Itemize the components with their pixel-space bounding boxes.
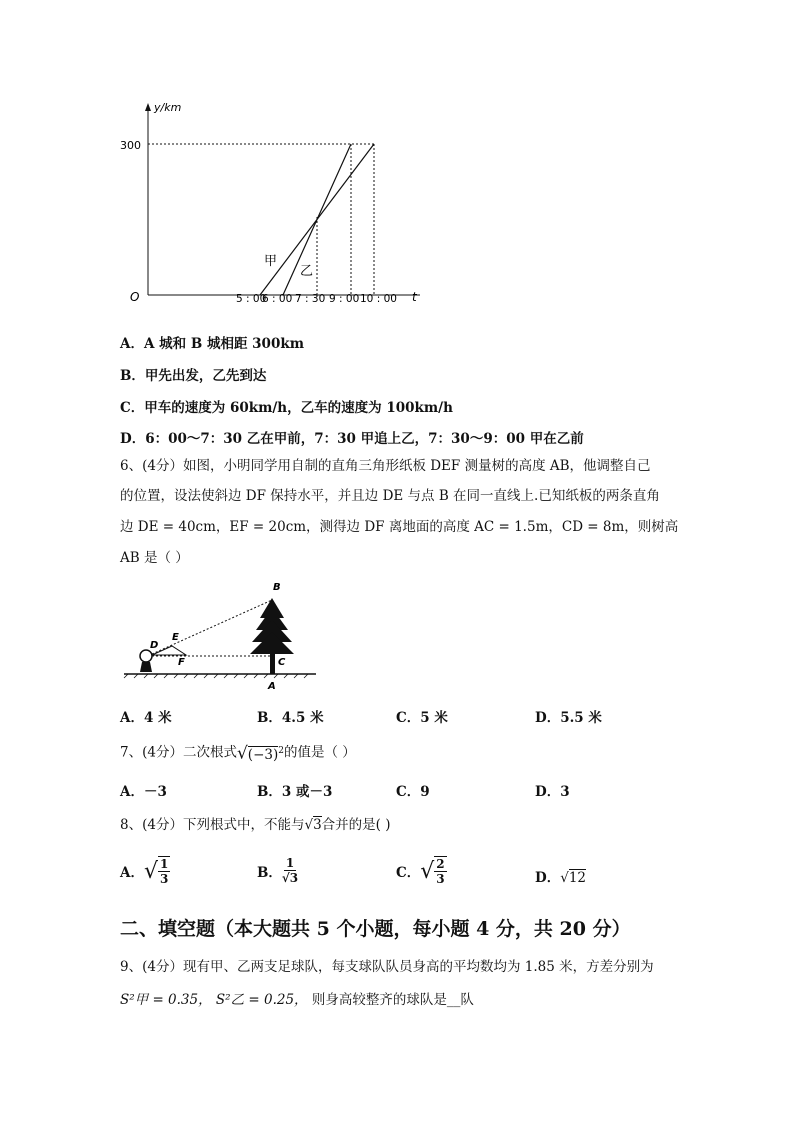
q8-option-d <box>535 866 586 886</box>
q6-option-a: A．4 米 <box>120 710 172 726</box>
label-f: F <box>178 657 185 668</box>
q7-radical: $√(-3)^2$ <box>236 743 284 764</box>
sight-line <box>152 600 272 654</box>
t-axis-label: t <box>412 290 417 304</box>
line-yi <box>283 144 351 295</box>
q8-option-b <box>257 856 298 885</box>
q7-stem-post: 的值是（ ） <box>283 744 356 761</box>
q8-option-b-num: 1 <box>285 856 295 870</box>
label-jia: 甲 <box>264 254 278 269</box>
q8-stem-post: 合并的是( ) <box>321 817 391 833</box>
y-tick-300: 300 <box>120 139 141 152</box>
q7-option-c: C．9 <box>396 784 430 800</box>
q7-stem <box>120 741 356 765</box>
q8-stem-pre: 8、(4分）下列根式中，不能与 <box>120 817 305 833</box>
q8-option-a-den: 3 <box>160 872 169 886</box>
x-tick-5-00: 5 : 00 <box>236 293 267 305</box>
q5-option-c: C．甲车的速度为 60km/h，乙车的速度为 100km/h <box>120 400 453 416</box>
q7-option-b: B．3 或－3 <box>257 784 333 800</box>
q9-s-yi: S²乙 = 0.25， <box>215 992 308 1008</box>
x-tick-9-00: 9 : 00 <box>329 293 360 305</box>
x-tick-6-00: 6 : 00 <box>262 293 293 305</box>
label-a: A <box>268 681 276 692</box>
q9-s-jia: S²甲 = 0.35， <box>120 992 212 1008</box>
q7-option-d: D．3 <box>535 784 570 800</box>
q8-option-c-fraction <box>434 856 446 886</box>
q7-exponent: 2 <box>278 746 284 756</box>
y-axis-arrow <box>145 103 151 111</box>
label-e: E <box>172 632 179 643</box>
sqrt-icon: √ <box>420 858 435 884</box>
sqrt-icon: √ <box>560 870 569 886</box>
tree-measure-figure <box>120 578 320 693</box>
q9-line-1: 9、(4分）现有甲、乙两支足球队，每支球队队员身高的平均数均为 1.85 米，方差分别为 <box>120 959 654 975</box>
q8-option-b-den: √3 <box>281 871 299 885</box>
q8-stem-radicand: 3 <box>313 817 322 833</box>
sqrt-icon: √ <box>143 858 159 884</box>
q6-option-d: D．5.5 米 <box>535 710 602 726</box>
y-axis-label: y/km <box>154 101 182 114</box>
q8-option-c <box>396 856 447 886</box>
q6-line-2: 的位置，设法使斜边 DF 保持水平，并且边 DE 与点 B 在同一直线上.已知纸板的两条直角 <box>120 488 660 504</box>
q8-option-a-fraction <box>158 856 170 886</box>
q8-option-a-label: A． <box>120 865 144 881</box>
label-yi: 乙 <box>300 264 314 279</box>
section-title: 二、填空题（本大题共 5 个小题，每小题 4 分，共 20 分） <box>120 918 631 940</box>
q8-option-a-num: 1 <box>160 857 169 871</box>
q8-stem <box>120 815 390 835</box>
q6-option-c: C．5 米 <box>396 710 448 726</box>
q8-option-c-den: 3 <box>436 872 445 886</box>
q8-option-c-num: 2 <box>436 857 445 871</box>
q6-option-b: B．4.5 米 <box>257 710 324 726</box>
person-head <box>140 650 152 662</box>
q8-option-b-label: B． <box>257 864 282 881</box>
q8-option-d-radicand: 12 <box>568 870 587 886</box>
tree <box>250 598 294 674</box>
q8-option-c-label: C． <box>396 865 421 881</box>
q6-line-4: AB 是（ ） <box>120 550 189 566</box>
q7-stem-pre: 7、(4分）二次根式 <box>120 744 237 761</box>
person-body <box>140 662 152 672</box>
q9-line-2 <box>120 990 474 1010</box>
x-tick-7-30: 7 : 30 <box>295 293 326 305</box>
q5-option-d: D．6：00～7：30 乙在甲前，7：30 甲追上乙，7：30～9：00 甲在乙前 <box>120 431 584 447</box>
q7-radicand: (−3) <box>247 746 279 763</box>
x-tick-10-00: 10 : 00 <box>360 293 397 305</box>
q8-option-d-label: D． <box>535 870 561 886</box>
q8-option-a <box>120 856 170 886</box>
q8-option-b-fraction <box>282 856 298 885</box>
q5-option-b: B．甲先出发，乙先到达 <box>120 368 267 384</box>
q5-option-a: A．A 城和 B 城相距 300km <box>120 336 304 352</box>
q7-option-a: A．－3 <box>120 784 167 800</box>
q6-line-3: 边 DE = 40cm，EF = 20cm，测得边 DF 离地面的高度 AC = 1.5m，CD = 8m，则树高 <box>120 519 679 535</box>
label-b: B <box>273 582 281 593</box>
label-d: D <box>150 640 159 651</box>
q6-line-1: 6、(4分）如图，小明同学用自制的直角三角形纸板 DEF 测量树的高度 AB，他调整自己 <box>120 458 651 474</box>
q9-line-2-post: 则身高较整齐的球队是__队 <box>311 992 474 1008</box>
distance-time-graph <box>110 95 430 310</box>
label-c: C <box>278 657 286 668</box>
q8-stem-radical: √3 <box>304 817 322 833</box>
origin-label: O <box>130 290 140 304</box>
